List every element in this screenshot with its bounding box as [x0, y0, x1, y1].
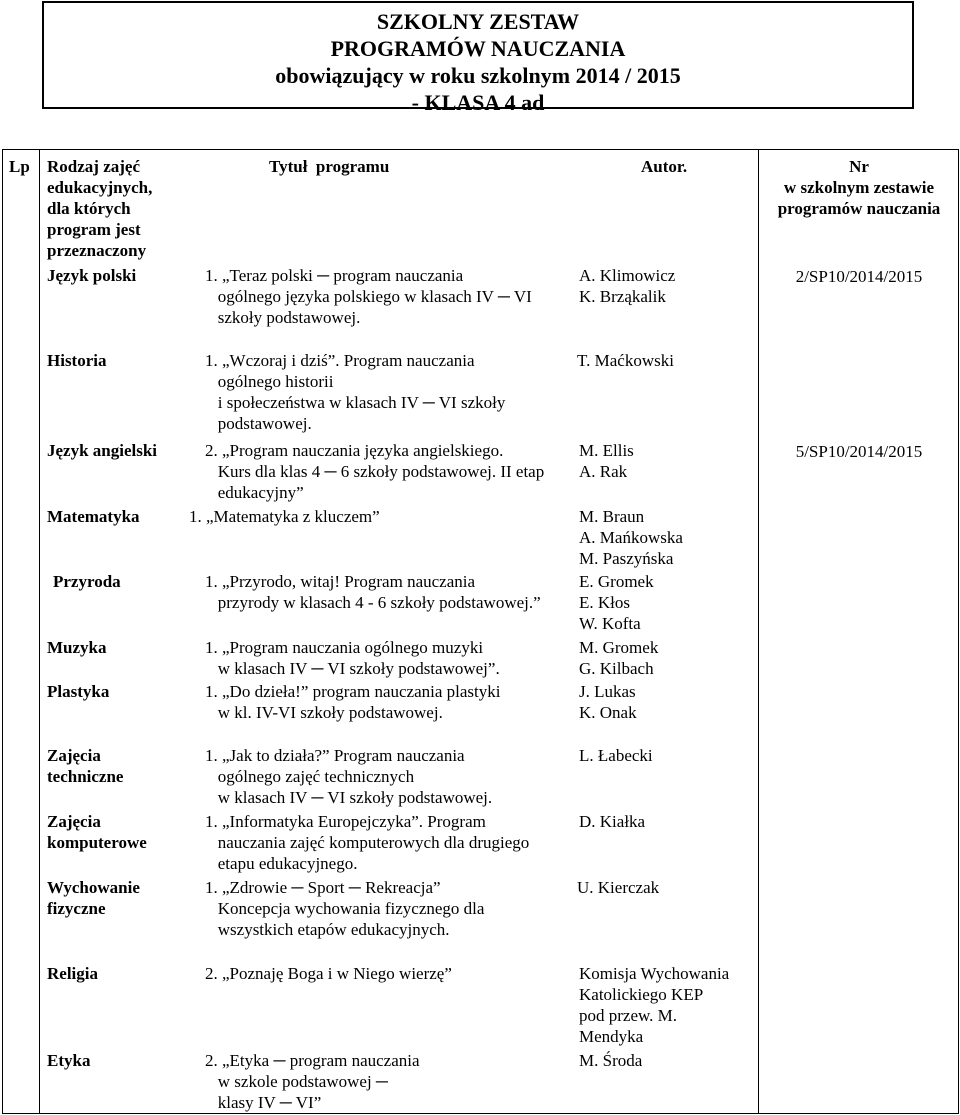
- row-category-wf: Wychowanie fizyczne: [47, 878, 140, 918]
- row-category-historia: Historia: [47, 351, 107, 370]
- row-program-plastyka: 1. „Do dzieła!” program nauczania plastyki w kl. IV-VI szkoły podstawowej.: [205, 682, 501, 722]
- row-category-matematyka: Matematyka: [47, 507, 140, 526]
- row-program-wf: 1. „Zdrowie ─ Sport ─ Rekreacja” Koncepcja wychowania fizycznego dla wszystkich etapów edukacyjnych.: [205, 878, 485, 939]
- row-program-polski: 1. „Teraz polski ─ program nauczania ogólnego języka polskiego w klasach IV ─ VI szkoły podstawowej.: [205, 266, 532, 327]
- title-line-2: PROGRAMÓW NAUCZANIA: [330, 36, 626, 61]
- column-divider: [758, 150, 759, 1113]
- row-program-muzyka: 1. „Program nauczania ogólnego muzyki w klasach IV ─ VI szkoły podstawowej”.: [205, 638, 500, 678]
- title-line-4: - KLASA 4 ad: [411, 90, 545, 115]
- title-line-1: SZKOLNY ZESTAW: [376, 9, 580, 34]
- row-category-polski: Język polski: [47, 266, 137, 285]
- row-program-przyroda: 1. „Przyrodo, witaj! Program nauczania przyrody w klasach 4 - 6 szkoły podstawowej.”: [205, 572, 541, 612]
- row-author-komputerowe: D. Kiałka: [579, 812, 646, 831]
- row-author-muzyka: M. Gromek G. Kilbach: [579, 638, 659, 678]
- row-category-angielski: Język angielski: [47, 441, 158, 460]
- row-nr-angielski: 5/SP10/2014/2015: [795, 442, 923, 461]
- row-category-techniczne: Zajęcia techniczne: [47, 746, 124, 786]
- row-author-plastyka: J. Lukas K. Onak: [579, 682, 637, 722]
- row-program-historia: 1. „Wczoraj i dziś”. Program nauczania ogólnego historii i społeczeństwa w klasach IV ─ VI szkoły podstawowej.: [205, 351, 506, 433]
- row-category-komputerowe: Zajęcia komputerowe: [47, 812, 147, 852]
- row-author-historia: T. Maćkowski: [577, 351, 674, 370]
- header-category: Rodzaj zajęć edukacyjnych, dla których program jest przeznaczony: [47, 157, 153, 260]
- document-title-box: [42, 1, 914, 115]
- column-divider: [39, 150, 40, 1113]
- program-table: [2, 149, 959, 1114]
- header-lp: Lp: [9, 157, 30, 176]
- header-title: Tytuł programu: [269, 157, 390, 176]
- row-category-etyka: Etyka: [47, 1051, 91, 1070]
- row-author-angielski: M. Ellis A. Rak: [579, 441, 634, 481]
- row-author-matematyka: M. Braun A. Mańkowska M. Paszyńska: [579, 507, 683, 568]
- row-program-techniczne: 1. „Jak to działa?” Program nauczania ogólnego zajęć technicznych w klasach IV ─ VI szkoły podstawowej.: [205, 746, 493, 807]
- row-program-komputerowe: 1. „Informatyka Europejczyka”. Program nauczania zajęć komputerowych dla drugiego etapu edukacyjnego.: [205, 812, 530, 873]
- row-author-przyroda: E. Gromek E. Kłos W. Kofta: [579, 572, 654, 633]
- row-author-polski: A. Klimowicz K. Brząkalik: [579, 266, 676, 306]
- row-program-angielski: 2. „Program nauczania języka angielskiego. Kurs dla klas 4 ─ 6 szkoły podstawowej. II etap edukacyjny”: [205, 441, 545, 502]
- row-category-plastyka: Plastyka: [47, 682, 110, 701]
- row-author-etyka: M. Środa: [579, 1051, 643, 1070]
- title-line-3: obowiązujący w roku szkolnym 2014 / 2015: [275, 63, 681, 88]
- row-program-matematyka: 1. „Matematyka z kluczem”: [189, 507, 380, 526]
- header-author: Autor.: [641, 157, 688, 176]
- row-author-techniczne: L. Łabecki: [579, 746, 653, 765]
- row-author-religia: Komisja Wychowania Katolickiego KEP pod przew. M. Mendyka: [579, 964, 730, 1046]
- row-category-religia: Religia: [47, 964, 98, 983]
- row-category-muzyka: Muzyka: [47, 638, 107, 657]
- row-author-wf: U. Kierczak: [577, 878, 660, 897]
- header-nr: Nr w szkolnym zestawie programów nauczania: [777, 157, 941, 218]
- row-nr-polski: 2/SP10/2014/2015: [795, 267, 923, 286]
- row-program-religia: 2. „Poznaję Boga i w Niego wierzę”: [205, 964, 452, 983]
- row-category-przyroda: Przyroda: [53, 572, 121, 591]
- row-program-etyka: 2. „Etyka ─ program nauczania w szkole podstawowej ─ klasy IV ─ VI”: [205, 1051, 420, 1112]
